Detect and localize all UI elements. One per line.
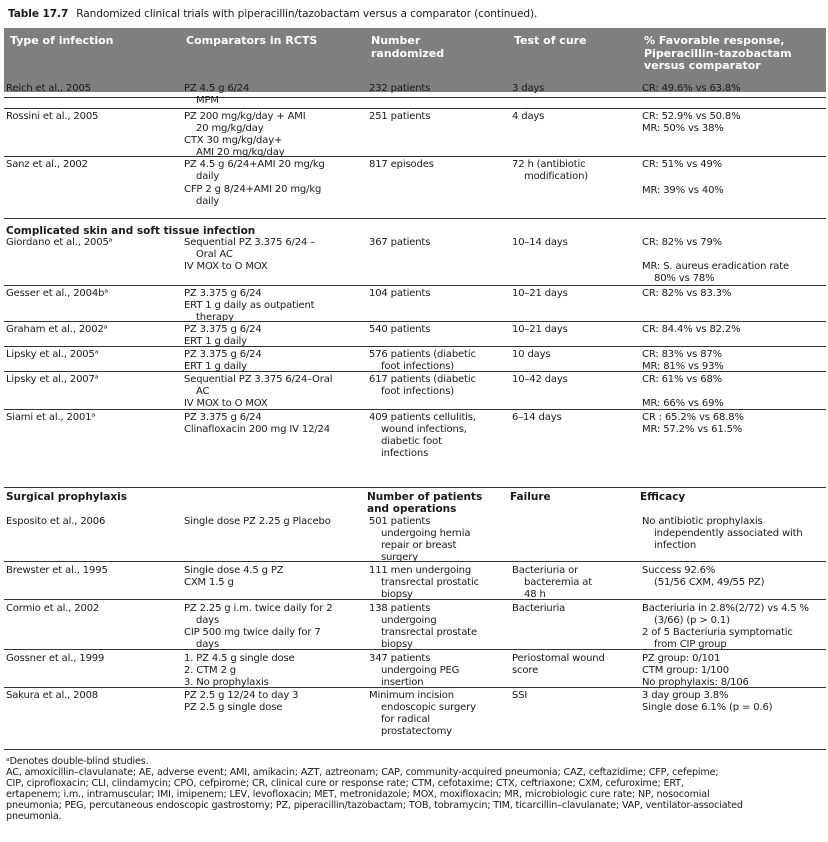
test-of-cure-line: Periostomal wound	[512, 653, 605, 664]
section-surgical: Surgical prophylaxis	[6, 491, 127, 503]
row-divider	[4, 346, 826, 347]
test-of-cure	[512, 374, 568, 386]
study-name: Lipsky et al., 2005ᵃ	[6, 349, 99, 360]
test-of-cure-line: 3 days	[512, 83, 545, 94]
row-divider	[4, 218, 826, 219]
number-randomized-line: foot infections)	[381, 361, 455, 372]
number-randomized-line: transrectal prostatic	[381, 577, 479, 588]
favorable-response	[642, 349, 724, 373]
row-divider	[4, 156, 826, 157]
comparator-line: Single dose PZ 2.25 g Placebo	[184, 516, 331, 527]
favorable-response-line: CR: 84.4% vs 82.2%	[642, 324, 741, 335]
number-randomized-line: 104 patients	[369, 288, 431, 299]
favorable-response	[642, 83, 741, 95]
number-randomized-line: repair or breast	[381, 540, 457, 551]
number-randomized-line: transrectal prostate	[381, 627, 477, 638]
header-favorable-line: Piperacillin–tazobactam	[644, 46, 792, 60]
favorable-response-line: Success 92.6%	[642, 565, 716, 576]
comparator	[184, 516, 331, 528]
comparator	[184, 690, 298, 714]
favorable-response	[642, 603, 809, 651]
footnote-abbreviations: pneumonia; PEG, percutaneous endoscopic gastrostomy; PZ, piperacillin/tazobactam; TOB, tobramycin; TIM, ticarcillin–clavulanate; VAP, ventilator-associated	[6, 800, 743, 811]
comparator-line: PZ 200 mg/kg/day + AMI	[184, 111, 306, 122]
test-of-cure	[512, 237, 568, 249]
test-of-cure-line: Bacteriuria	[512, 603, 566, 614]
number-randomized-line: 347 patients	[369, 653, 431, 664]
study-name: Esposito et al., 2006	[6, 516, 106, 527]
study-name: Rossini et al., 2005	[6, 111, 99, 122]
study-name: Graham et al., 2002ᵃ	[6, 324, 108, 335]
favorable-response-line: MR: 50% vs 38%	[642, 123, 724, 134]
surgical-header-efficacy: Efficacy	[640, 491, 686, 503]
comparator-line: days	[196, 639, 220, 650]
header-type: Type of infection	[10, 34, 114, 47]
footnote-abbreviations: CIP, ciprofloxacin; CLI, clindamycin; CPO, cefpirome; CR, clinical cure or response rate; CTM, cefotaxime; CTX, ceftriaxone; CXM, cefuroxime; ERT,	[6, 778, 684, 789]
number-randomized-line: 540 patients	[369, 324, 431, 335]
number-randomized-line: insertion	[381, 677, 424, 688]
favorable-response	[642, 159, 724, 197]
favorable-response-line: No antibiotic prophylaxis	[642, 516, 763, 527]
favorable-response	[642, 516, 803, 552]
comparator	[184, 83, 249, 107]
number-randomized	[369, 111, 430, 123]
comparator	[184, 653, 295, 689]
number-randomized-line: 232 patients	[369, 83, 431, 94]
comparator-line: PZ 3.375 g 6/24	[184, 324, 262, 335]
comparator-line: PZ 2.5 g 12/24 to day 3	[184, 690, 299, 701]
number-randomized-line: 251 patients	[369, 111, 431, 122]
surgical-header-number-line: and operations	[367, 503, 457, 515]
number-randomized	[369, 516, 470, 564]
number-randomized	[369, 349, 476, 373]
test-of-cure-line: 10–21 days	[512, 288, 568, 299]
favorable-response-line: No prophylaxis: 8/106	[642, 677, 749, 688]
table-label: Table 17.7	[8, 8, 69, 20]
comparator	[184, 374, 332, 410]
comparator	[184, 288, 314, 324]
number-randomized-line: infections	[381, 448, 429, 459]
comparator-line: CTX 30 mg/kg/day+	[184, 135, 283, 146]
header-favorable	[644, 35, 792, 73]
comparator	[184, 412, 330, 436]
header-number-line: Number	[371, 34, 421, 47]
number-randomized	[369, 653, 459, 689]
comparator	[184, 565, 283, 589]
favorable-response-line: independently associated with	[654, 528, 803, 539]
number-randomized	[369, 288, 430, 300]
study-name: Siami et al., 2001ᵃ	[6, 412, 96, 423]
number-randomized-line: foot infections)	[381, 386, 455, 397]
study-name: Giordano et al., 2005ᵃ	[6, 237, 113, 248]
comparator-line: Oral AC	[196, 249, 233, 260]
comparator-line: days	[196, 615, 220, 626]
test-of-cure	[512, 349, 550, 361]
favorable-response-line: MR: 39% vs 40%	[642, 185, 724, 196]
favorable-response-line: CR: 82% vs 79%	[642, 237, 723, 248]
comparator-line: 1. PZ 4.5 g single dose	[184, 653, 295, 664]
test-of-cure	[512, 565, 592, 601]
comparator-line: CFP 2 g 8/24+AMI 20 mg/kg	[184, 184, 322, 195]
number-randomized	[369, 237, 430, 249]
number-randomized	[369, 83, 430, 95]
test-of-cure-line: SSI	[512, 690, 528, 701]
comparator-line: AC	[196, 386, 210, 397]
number-randomized-line: undergoing	[381, 615, 437, 626]
comparator-line: therapy	[196, 312, 234, 323]
number-randomized	[369, 690, 476, 738]
favorable-response-line: Single dose 6.1% (p = 0.6)	[642, 702, 773, 713]
test-of-cure	[512, 603, 565, 615]
number-randomized	[369, 324, 430, 336]
comparator-line: ERT 1 g daily	[184, 361, 247, 372]
favorable-response-line: infection	[654, 540, 697, 551]
favorable-response-line: CR: 83% vs 87%	[642, 349, 723, 360]
comparator-line: 3. No prophylaxis	[184, 677, 269, 688]
comparator-line: Clinafloxacin 200 mg IV 12/24	[184, 424, 330, 435]
comparator-line: PZ 4.5 g 6/24	[184, 83, 250, 94]
favorable-response	[642, 412, 744, 436]
comparator-line: Single dose 4.5 g PZ	[184, 565, 284, 576]
row-divider	[4, 321, 826, 322]
test-of-cure-line: 6–14 days	[512, 412, 562, 423]
row-divider	[4, 108, 826, 109]
test-of-cure-line: 4 days	[512, 111, 545, 122]
comparator-line: 20 mg/kg/day	[196, 123, 264, 134]
study-name: Brewster et al., 1995	[6, 565, 108, 576]
favorable-response-line: CR: 82% vs 83.3%	[642, 288, 732, 299]
favorable-response-line: 80% vs 78%	[654, 273, 715, 284]
favorable-response	[642, 565, 764, 589]
comparator-line: Sequential PZ 3.375 6/24–Oral	[184, 374, 333, 385]
comparator-line: MPM	[196, 95, 219, 106]
favorable-response-line: 2 of 5 Bacteriuria symptomatic	[642, 627, 793, 638]
comparator-line: PZ 2.5 g single dose	[184, 702, 283, 713]
favorable-response-line: (51/56 CXM, 49/55 PZ)	[654, 577, 765, 588]
comparator-line: IV MOX to O MOX	[184, 398, 268, 409]
comparator	[184, 159, 325, 208]
header-favorable-line: % Favorable response,	[644, 34, 785, 47]
favorable-response	[642, 324, 741, 336]
comparator-line: PZ 3.375 g 6/24	[184, 349, 262, 360]
test-of-cure	[512, 111, 544, 123]
comparator-line: IV MOX to O MOX	[184, 261, 268, 272]
number-randomized	[369, 374, 476, 398]
test-of-cure-line: bacteremia at	[524, 577, 593, 588]
surgical-header-number	[367, 491, 482, 515]
number-randomized	[369, 603, 477, 651]
favorable-response-line: MR: S. aureus eradication rate	[642, 261, 790, 272]
header-comparators: Comparators in RCTS	[186, 34, 318, 47]
table-title: Randomized clinical trials with piperacillin/tazobactam versus a comparator (continued).	[76, 8, 538, 20]
comparator	[184, 603, 332, 651]
comparator-line: 2. CTM 2 g	[184, 665, 237, 676]
favorable-response-line: from CIP group	[654, 639, 727, 650]
number-randomized-line: 409 patients cellulitis,	[369, 412, 476, 423]
favorable-response	[642, 288, 731, 300]
row-divider	[4, 285, 826, 286]
test-of-cure	[512, 83, 544, 95]
row-divider	[4, 487, 826, 488]
number-randomized-line: biopsy	[381, 639, 413, 650]
surgical-header-failure: Failure	[510, 491, 551, 503]
favorable-response-line: CTM group: 1/100	[642, 665, 729, 676]
test-of-cure-line: 10–21 days	[512, 324, 568, 335]
test-of-cure	[512, 653, 605, 677]
test-of-cure	[512, 288, 568, 300]
footnote-double-blind: ᵃDenotes double-blind studies.	[6, 756, 149, 767]
comparator-line: CXM 1.5 g	[184, 577, 234, 588]
number-randomized-line: 617 patients (diabetic	[369, 374, 476, 385]
number-randomized-line: Minimum incision	[369, 690, 454, 701]
favorable-response-line: (3/66) (p > 0.1)	[654, 615, 730, 626]
comparator	[184, 237, 315, 273]
favorable-response-line: CR: 49.6% vs 63.8%	[642, 83, 741, 94]
favorable-response-line: MR: 81% vs 93%	[642, 361, 724, 372]
table-caption	[8, 8, 537, 20]
number-randomized	[369, 159, 434, 171]
comparator-line: ERT 1 g daily as outpatient	[184, 300, 315, 311]
header-number-line: randomized	[371, 46, 445, 60]
comparator-line: PZ 4.5 g 6/24+AMI 20 mg/kg	[184, 159, 325, 170]
comparator-line: PZ 3.375 g 6/24	[184, 412, 262, 423]
favorable-response-line: Bacteriuria in 2.8%(2/72) vs 4.5 %	[642, 603, 809, 614]
number-randomized-line: biopsy	[381, 589, 413, 600]
favorable-response-line: CR : 65.2% vs 68.8%	[642, 412, 744, 423]
test-of-cure	[512, 324, 568, 336]
favorable-response	[642, 690, 772, 714]
header-number	[371, 35, 444, 60]
test-of-cure-line: Bacteriuria or	[512, 565, 579, 576]
surgical-header-number-line: Number of patients	[367, 491, 483, 503]
test-of-cure	[512, 690, 527, 702]
number-randomized	[369, 565, 479, 601]
test-of-cure-line: 10–42 days	[512, 374, 568, 385]
test-of-cure-line: 10 days	[512, 349, 551, 360]
footnote-abbreviations: ertapenem; i.m., intramuscular; IMI, imipenem; LEV, levofloxacin; MET, metronidazole; MOX, moxifloxacin; MR, microbiologic cure rate; NP, nosocomial	[6, 789, 710, 800]
section-skin: Complicated skin and soft tissue infection	[6, 225, 256, 237]
number-randomized-line: prostatectomy	[381, 726, 452, 737]
favorable-response-line: CR: 52.9% vs 50.8%	[642, 111, 741, 122]
number-randomized-line: endoscopic surgery	[381, 702, 476, 713]
number-randomized	[369, 412, 476, 460]
comparator-line: Sequential PZ 3.375 6/24 –	[184, 237, 316, 248]
comparator	[184, 349, 262, 373]
number-randomized-line: 576 patients (diabetic	[369, 349, 476, 360]
number-randomized-line: 817 episodes	[369, 159, 434, 170]
number-randomized-line: diabetic foot	[381, 436, 442, 447]
comparator	[184, 324, 262, 348]
study-name: Gesser et al., 2004bᵃ	[6, 288, 109, 299]
number-randomized-line: undergoing PEG	[381, 665, 460, 676]
comparator-line: PZ 2.25 g i.m. twice daily for 2	[184, 603, 333, 614]
study-name: Lipsky et al., 2007ᵃ	[6, 374, 99, 385]
comparator	[184, 111, 306, 159]
number-randomized-line: 501 patients	[369, 516, 431, 527]
favorable-response-line: PZ group: 0/101	[642, 653, 721, 664]
header-favorable-line: versus comparator	[644, 59, 761, 72]
favorable-response	[642, 237, 789, 285]
comparator-line: CIP 500 mg twice daily for 7	[184, 627, 321, 638]
header-test: Test of cure	[514, 34, 587, 47]
study-name: Sakura et al., 2008	[6, 690, 99, 701]
comparator-line: AMI 20 mg/kg/day	[196, 147, 285, 158]
favorable-response-line: 3 day group 3.8%	[642, 690, 729, 701]
study-name: Reich et al., 2005	[6, 83, 91, 94]
comparator-line: daily	[196, 196, 220, 207]
row-divider	[4, 97, 826, 98]
comparator-line: ERT 1 g daily	[184, 336, 247, 347]
study-name: Gossner et al., 1999	[6, 653, 105, 664]
number-randomized-line: 138 patients	[369, 603, 431, 614]
test-of-cure	[512, 412, 562, 424]
favorable-response-line: MR: 57.2% vs 61.5%	[642, 424, 743, 435]
comparator-line: PZ 3.375 g 6/24	[184, 288, 262, 299]
number-randomized-line: wound infections,	[381, 424, 467, 435]
comparator-line: daily	[196, 171, 220, 182]
favorable-response-line: CR: 51% vs 49%	[642, 159, 723, 170]
number-randomized-line: 367 patients	[369, 237, 431, 248]
favorable-response-line: MR: 66% vs 69%	[642, 398, 724, 409]
number-randomized-line: undergoing hernia	[381, 528, 471, 539]
footnotes	[6, 756, 822, 822]
number-randomized-line: for radical	[381, 714, 431, 725]
number-randomized-line: surgery	[381, 552, 418, 563]
favorable-response	[642, 653, 749, 689]
study-name: Cormio et al., 2002	[6, 603, 100, 614]
footnote-abbreviations: pneumonia.	[6, 811, 62, 822]
test-of-cure-line: score	[512, 665, 539, 676]
test-of-cure	[512, 159, 588, 183]
test-of-cure-line: 48 h	[524, 589, 546, 600]
number-randomized-line: 111 men undergoing	[369, 565, 472, 576]
favorable-response	[642, 111, 741, 135]
study-name: Sanz et al., 2002	[6, 159, 88, 170]
test-of-cure-line: 10–14 days	[512, 237, 568, 248]
test-of-cure-line: 72 h (antibiotic	[512, 159, 586, 170]
favorable-response-line: CR: 61% vs 68%	[642, 374, 723, 385]
footnote-abbreviations: AC, amoxicillin–clavulanate; AE, adverse event; AMI, amikacin; AZT, aztreonam; CAP, community-acquired pneumonia; CAZ, ceftazidime; CFP, cefepime;	[6, 767, 719, 778]
table-bottom-rule	[4, 749, 826, 750]
test-of-cure-line: modification)	[524, 171, 589, 182]
favorable-response	[642, 374, 724, 410]
